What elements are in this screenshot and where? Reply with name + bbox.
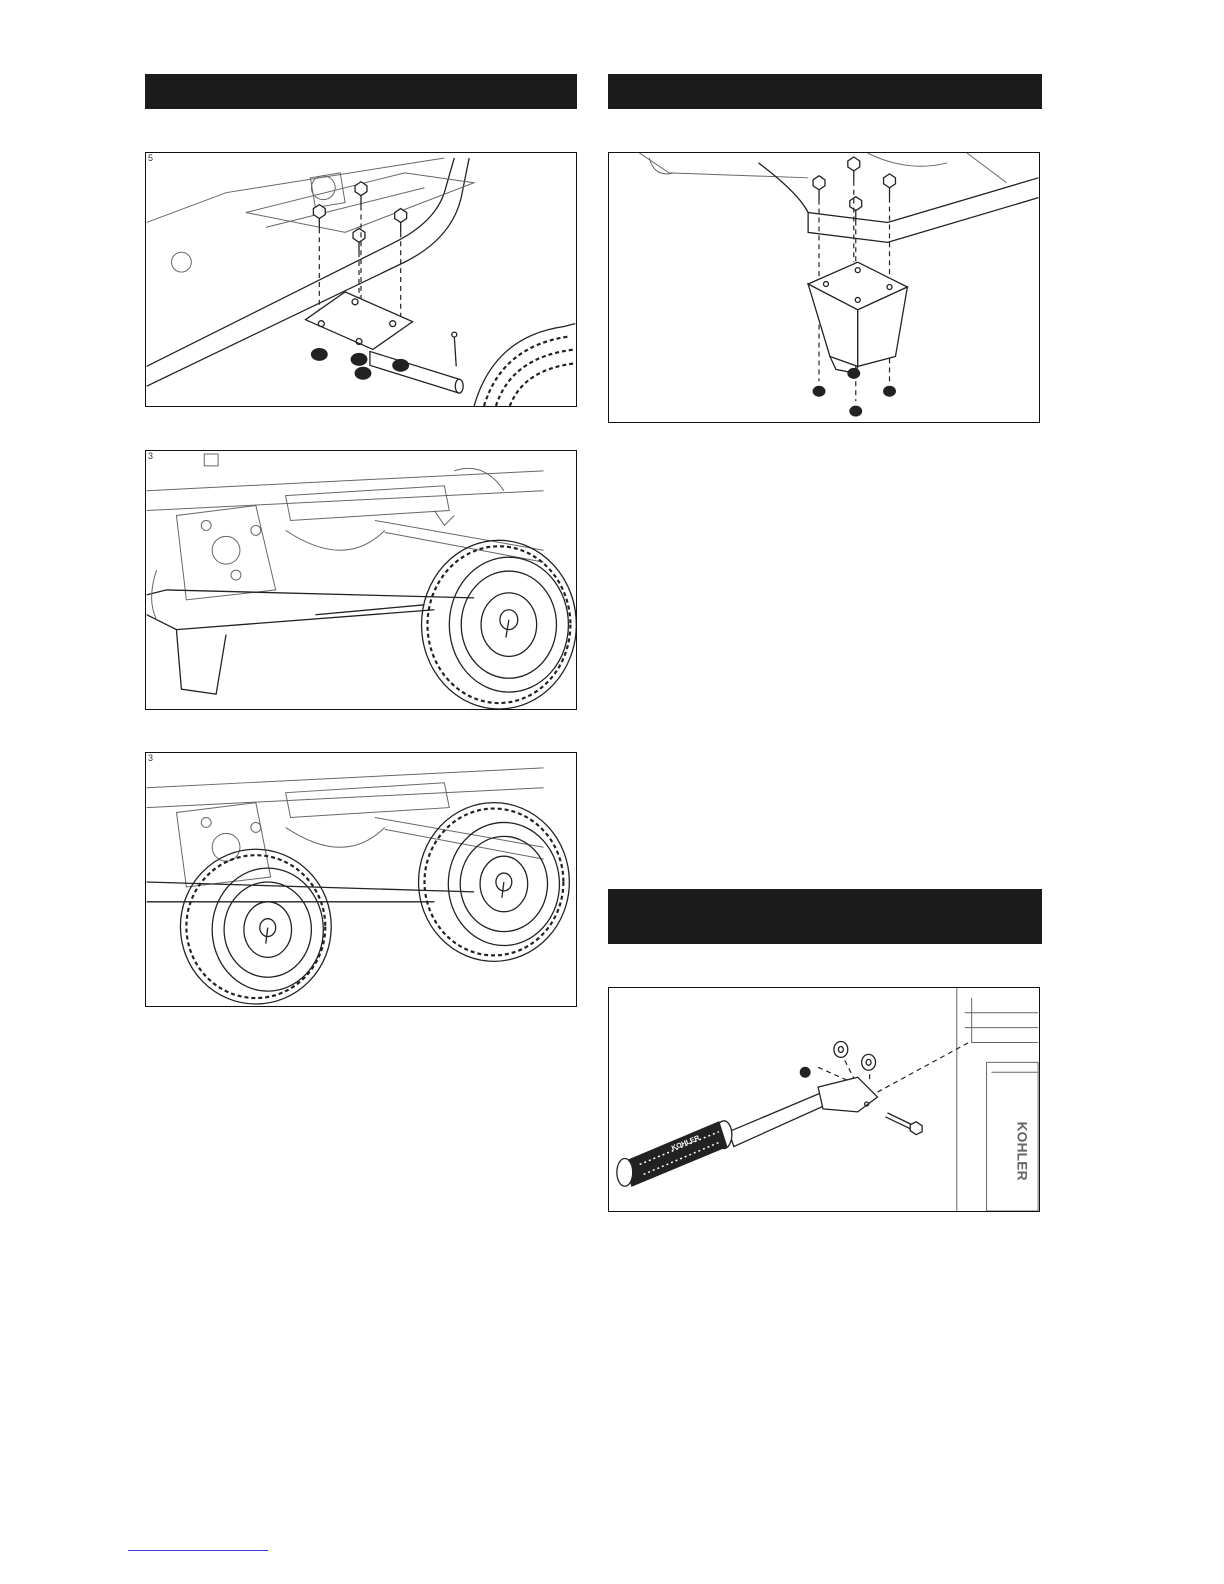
section-header-handle-kit <box>608 889 1042 944</box>
figure-both-wheels-installed <box>145 752 577 1007</box>
figure-axle-bracket-assembly <box>145 152 577 407</box>
figure-foot-assembly <box>608 152 1040 423</box>
figure-number: 3 <box>148 753 154 763</box>
figure-number: 5 <box>148 153 154 163</box>
figure-handle-assembly <box>608 987 1040 1212</box>
handle-grip-logo: KOHLER <box>670 1134 701 1153</box>
handle-assembly-illustration <box>609 988 1039 1211</box>
first-wheel-illustration <box>146 451 576 709</box>
section-header-wheel-kit <box>145 74 577 109</box>
foot-assembly-illustration <box>609 153 1039 422</box>
generator-panel-logo: KOHLER <box>1014 1121 1031 1181</box>
figure-number: 3 <box>148 451 154 461</box>
axle-bracket-illustration <box>146 153 576 406</box>
both-wheels-illustration <box>146 753 576 1006</box>
figure-first-wheel-installed <box>145 450 577 710</box>
footer-link-underline <box>128 1550 268 1551</box>
section-header-foot-kit <box>608 74 1042 109</box>
